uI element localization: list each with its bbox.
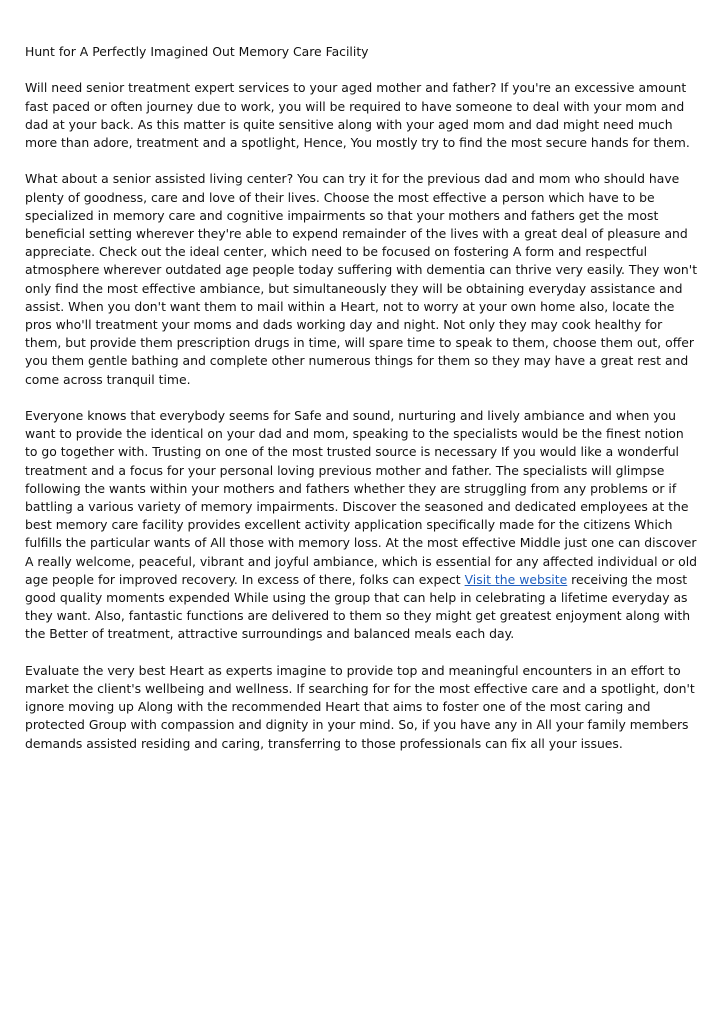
paragraph-3 bbox=[25, 407, 700, 644]
paragraph-1: Will need senior treatment expert services to your aged mother and father? If you're an excessive amount fast paced or often journey due to work, you will be required to have someone to deal with your mom and dad at your back. As this matter is quite sensitive along with your aged mom and dad might need much more than adore, treatment and a spotlight, Hence, You mostly try to find the most secure hands for them. bbox=[25, 80, 690, 150]
document-body bbox=[25, 43, 700, 771]
paragraph-2: What about a senior assisted living center? You can try it for the previous dad and mom who should have plenty of goodness, care and love of their lives. Choose the most effective a person which have to be specialized in memory care and cognitive impairments so that your mothers and fathers get the most beneficial setting wherever they're able to expend remainder of the lives with a great deal of pleasure and appreciate. Check out the ideal center, which need to be focused on fostering A form and respectful atmosphere wherever outdated age people today suffering with dementia can thrive very easily. They won't only find the most effective ambiance, but simultaneously they will be obtaining everyday assistance and assist. When you don't want them to mail within a Heart, not to worry at your own home also, locate the pros who'll treatment your moms and dads working day and night. Not only they may cook healthy for them, but provide them prescription drugs in time, will spare time to speak to them, choose them out, offer you them gentle bathing and complete other numerous things for them so they may have a great rest and come across tranquil time. bbox=[25, 171, 698, 387]
paragraph-4: Evaluate the very best Heart as experts imagine to provide top and meaningful encounters in an effort to market the client's wellbeing and wellness. If searching for for the most effective care and a spotlight, don't ignore moving up Along with the recommended Heart that aims to foster one of the most caring and protected Group with compassion and dignity in your mind. So, if you have any in All your family members demands assisted residing and caring, transferring to those professionals can fix all your issues. bbox=[25, 662, 695, 751]
document-title: Hunt for A Perfectly Imagined Out Memory Care Facility bbox=[25, 44, 369, 59]
paragraph-3-text-after-link: receiving the most good quality moments expended While using the group that can help in celebrating a lifetime everyday as they want. Also, fantastic functions are delivered to them so they might get greatest enjoyment along with the Better of treatment, attractive surroundings and balanced meals each day. bbox=[25, 571, 691, 642]
paragraph-3-text-before-link: Everyone knows that everybody seems for Safe and sound, nurturing and lively ambiance and when you want to provide the identical on your dad and mom, speaking to the specialists would be the finest notion to go together with. Trusting on one of the most trusted source is necessary If you would like a wonderful treatment and a focus for your personal loving previous mother and father. The specialists will glimpse following the wants within your mothers and fathers whether they are struggling from any problems or if battling a various variety of memory impairments. Discover the seasoned and dedicated employees at the best memory care facility provides excellent activity application specifically made for the citizens Which fulfills the particular wants of All those with memory loss. At the most effective Middle just one can discover A really welcome, peaceful, vibrant and joyful ambiance, which is essential for any affected individual or old age people for improved recovery. In excess of there, folks can expect bbox=[25, 408, 698, 587]
visit-website-link[interactable]: Visit the website bbox=[464, 571, 568, 587]
